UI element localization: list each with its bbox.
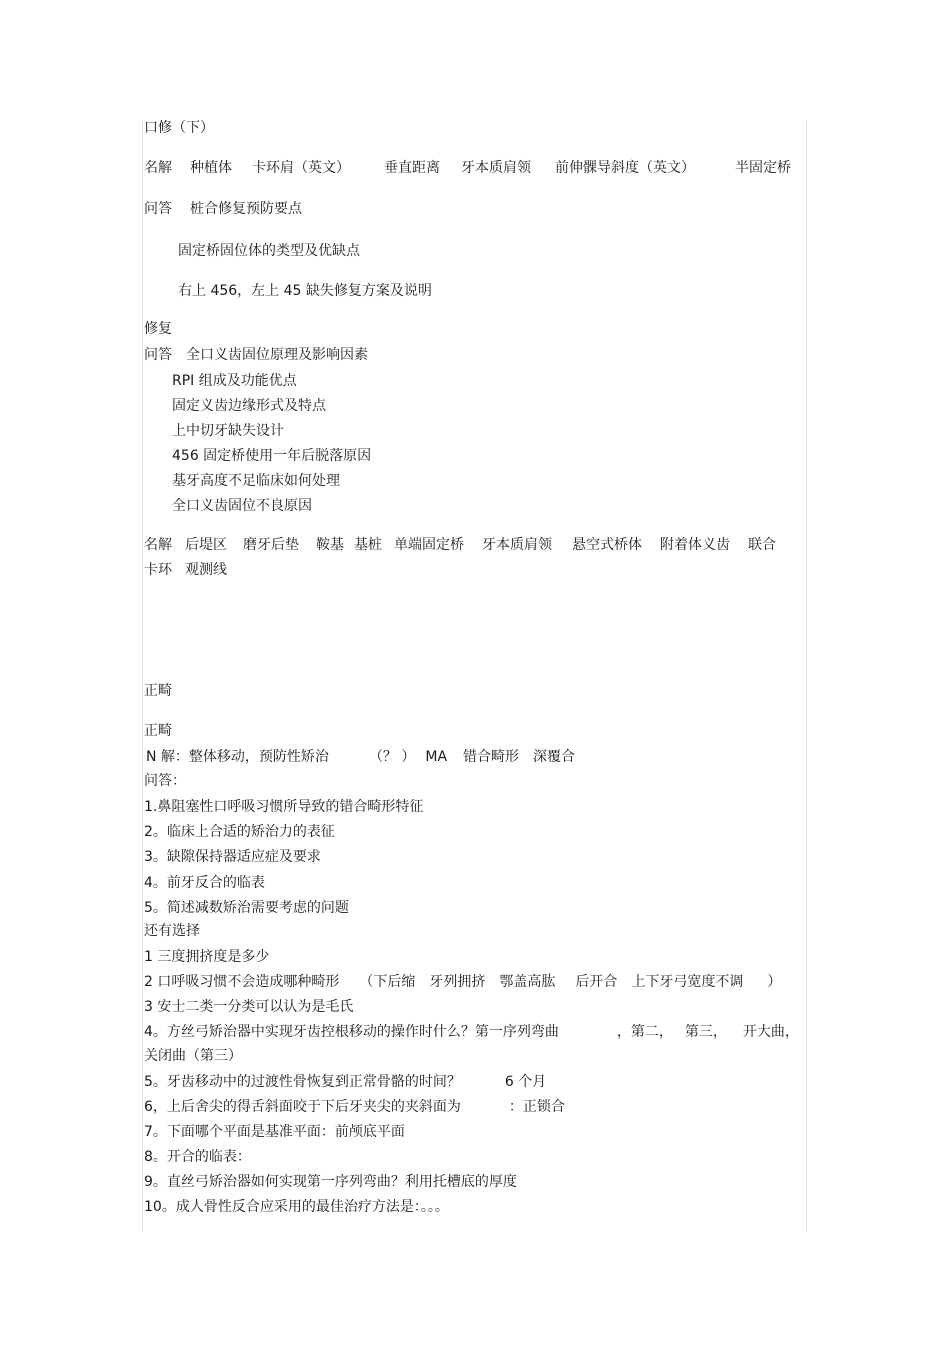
page-border-left (142, 120, 143, 1232)
section-heading-zhengji: 正畸 (144, 723, 172, 739)
question-item: 右上 456，左上 45 缺失修复方案及说明 (178, 283, 432, 299)
choice-item: 1 三度拥挤度是多少 (144, 949, 270, 965)
question-item: 固定桥固位体的类型及优缺点 (178, 243, 360, 259)
choice-answer: 6 个月 (504, 1074, 547, 1090)
question-item: 456 固定桥使用一年后脱落原因 (172, 448, 372, 464)
choice-item: 3 安士二类一分类可以认为是毛氏 (144, 999, 354, 1015)
choice-item: 9。直丝弓矫治器如何实现第一序列弯曲？利用托槽底的厚度 (144, 1174, 517, 1190)
term-item: 鞍基 (316, 537, 344, 553)
choice-item: 10。成人骨性反合应采用的最佳治疗方法是：。。。 (144, 1199, 449, 1215)
term-item: 种植体 (190, 160, 232, 176)
choice-answer: ：正锁合 (508, 1099, 565, 1115)
choice-question: 2 口呼吸习惯不会造成哪种畸形 (144, 974, 340, 990)
question-line (144, 346, 368, 364)
question-item: 全口义齿固位原理及影响因素 (186, 347, 368, 363)
question-label: 问答 (144, 347, 172, 363)
term-list-line (144, 159, 791, 177)
question-item: 3。缺隙保持器适应症及要求 (144, 849, 321, 865)
choice-item (144, 1023, 799, 1041)
term-item: 单端固定桥 (394, 537, 464, 553)
question-item: 上中切牙缺失设计 (172, 423, 284, 439)
choice-answer: 关闭曲（第三） (144, 1048, 242, 1064)
choice-option: （下后缩 (359, 974, 416, 990)
question-item: 5。简述减数矫治需要考虑的问题 (144, 900, 349, 916)
term-item: 卡环肩（英文） (252, 160, 350, 176)
question-item: 1.鼻阻塞性口呼吸习惯所导致的错合畸形特征 (144, 799, 424, 815)
term-item: 半固定桥 (735, 160, 791, 176)
term-item: 后堤区 (185, 537, 227, 553)
choice-item (144, 973, 781, 991)
section-heading-choice: 还有选择 (144, 923, 200, 939)
term-item: 观测线 (185, 562, 227, 578)
term-item: 卡环 (144, 562, 172, 578)
term-item: 深覆合 (533, 749, 576, 765)
section-heading-kouxiu: 口修（下） (144, 120, 214, 136)
term-item: 联合 (748, 537, 776, 553)
question-label: 问答 (144, 201, 172, 217)
term-item: 附着体义齿 (660, 537, 730, 553)
question-item: 基牙高度不足临床如何处理 (172, 473, 340, 489)
choice-answer: ，第二， (616, 1024, 673, 1040)
choice-item: 8。开合的临表： (144, 1149, 251, 1165)
choice-item: 7。下面哪个平面是基准平面：前颅底平面 (144, 1124, 405, 1140)
choice-question: 4。方丝弓矫治器中实现牙齿控根移动的操作时什么？第一序列弯曲 (144, 1024, 559, 1040)
term-item: MA (425, 749, 448, 765)
term-label: 名解 (144, 537, 172, 553)
choice-option: 后开合 (575, 974, 618, 990)
term-item: 磨牙后垫 (243, 537, 299, 553)
term-list-line (144, 536, 776, 554)
term-item: 垂直距离 (384, 160, 440, 176)
choice-option: 牙列拥挤 (429, 974, 486, 990)
choice-option: ） (767, 974, 782, 990)
term-list-line (146, 748, 575, 766)
question-item: 4。前牙反合的临表 (144, 875, 265, 891)
term-item: 牙本质肩领 (461, 160, 531, 176)
choice-item (144, 1098, 565, 1116)
choice-answer: 开大曲， (742, 1024, 799, 1040)
term-item: 悬空式桥体 (572, 537, 642, 553)
question-item: RPI 组成及功能优点 (172, 373, 297, 389)
question-item: 全口义齿固位不良原因 (172, 498, 312, 514)
question-item: 固定义齿边缘形式及特点 (172, 398, 326, 414)
section-heading-zhengji: 正畸 (144, 683, 172, 699)
choice-item (144, 1073, 546, 1091)
term-list-line (144, 561, 227, 579)
choice-option: 鄂盖高肱 (499, 974, 556, 990)
choice-answer: 第三， (684, 1024, 727, 1040)
term-item: 错合畸形 (463, 749, 520, 765)
question-line (144, 200, 302, 218)
term-item: N 解：整体移动，预防性矫治 (146, 749, 329, 765)
choice-question: 6，上后舍尖的得舌斜面咬于下后牙夹尖的夹斜面为 (144, 1099, 461, 1115)
page-border-right (806, 120, 807, 1232)
question-label: 问答： (144, 773, 186, 789)
question-item: 桩合修复预防要点 (190, 201, 302, 217)
choice-question: 5。牙齿移动中的过渡性骨恢复到正常骨骼的时间？ (144, 1074, 461, 1090)
question-item: 2。临床上合适的矫治力的表征 (144, 824, 335, 840)
term-item: 牙本质肩领 (482, 537, 552, 553)
term-item: 前伸髁导斜度（英文） (555, 160, 695, 176)
section-heading-xiufu: 修复 (144, 321, 172, 337)
term-item: （？ ） (368, 749, 416, 765)
choice-option: 上下牙弓宽度不调 (631, 974, 744, 990)
term-label: 名解 (144, 160, 172, 176)
term-item: 基桩 (354, 537, 382, 553)
